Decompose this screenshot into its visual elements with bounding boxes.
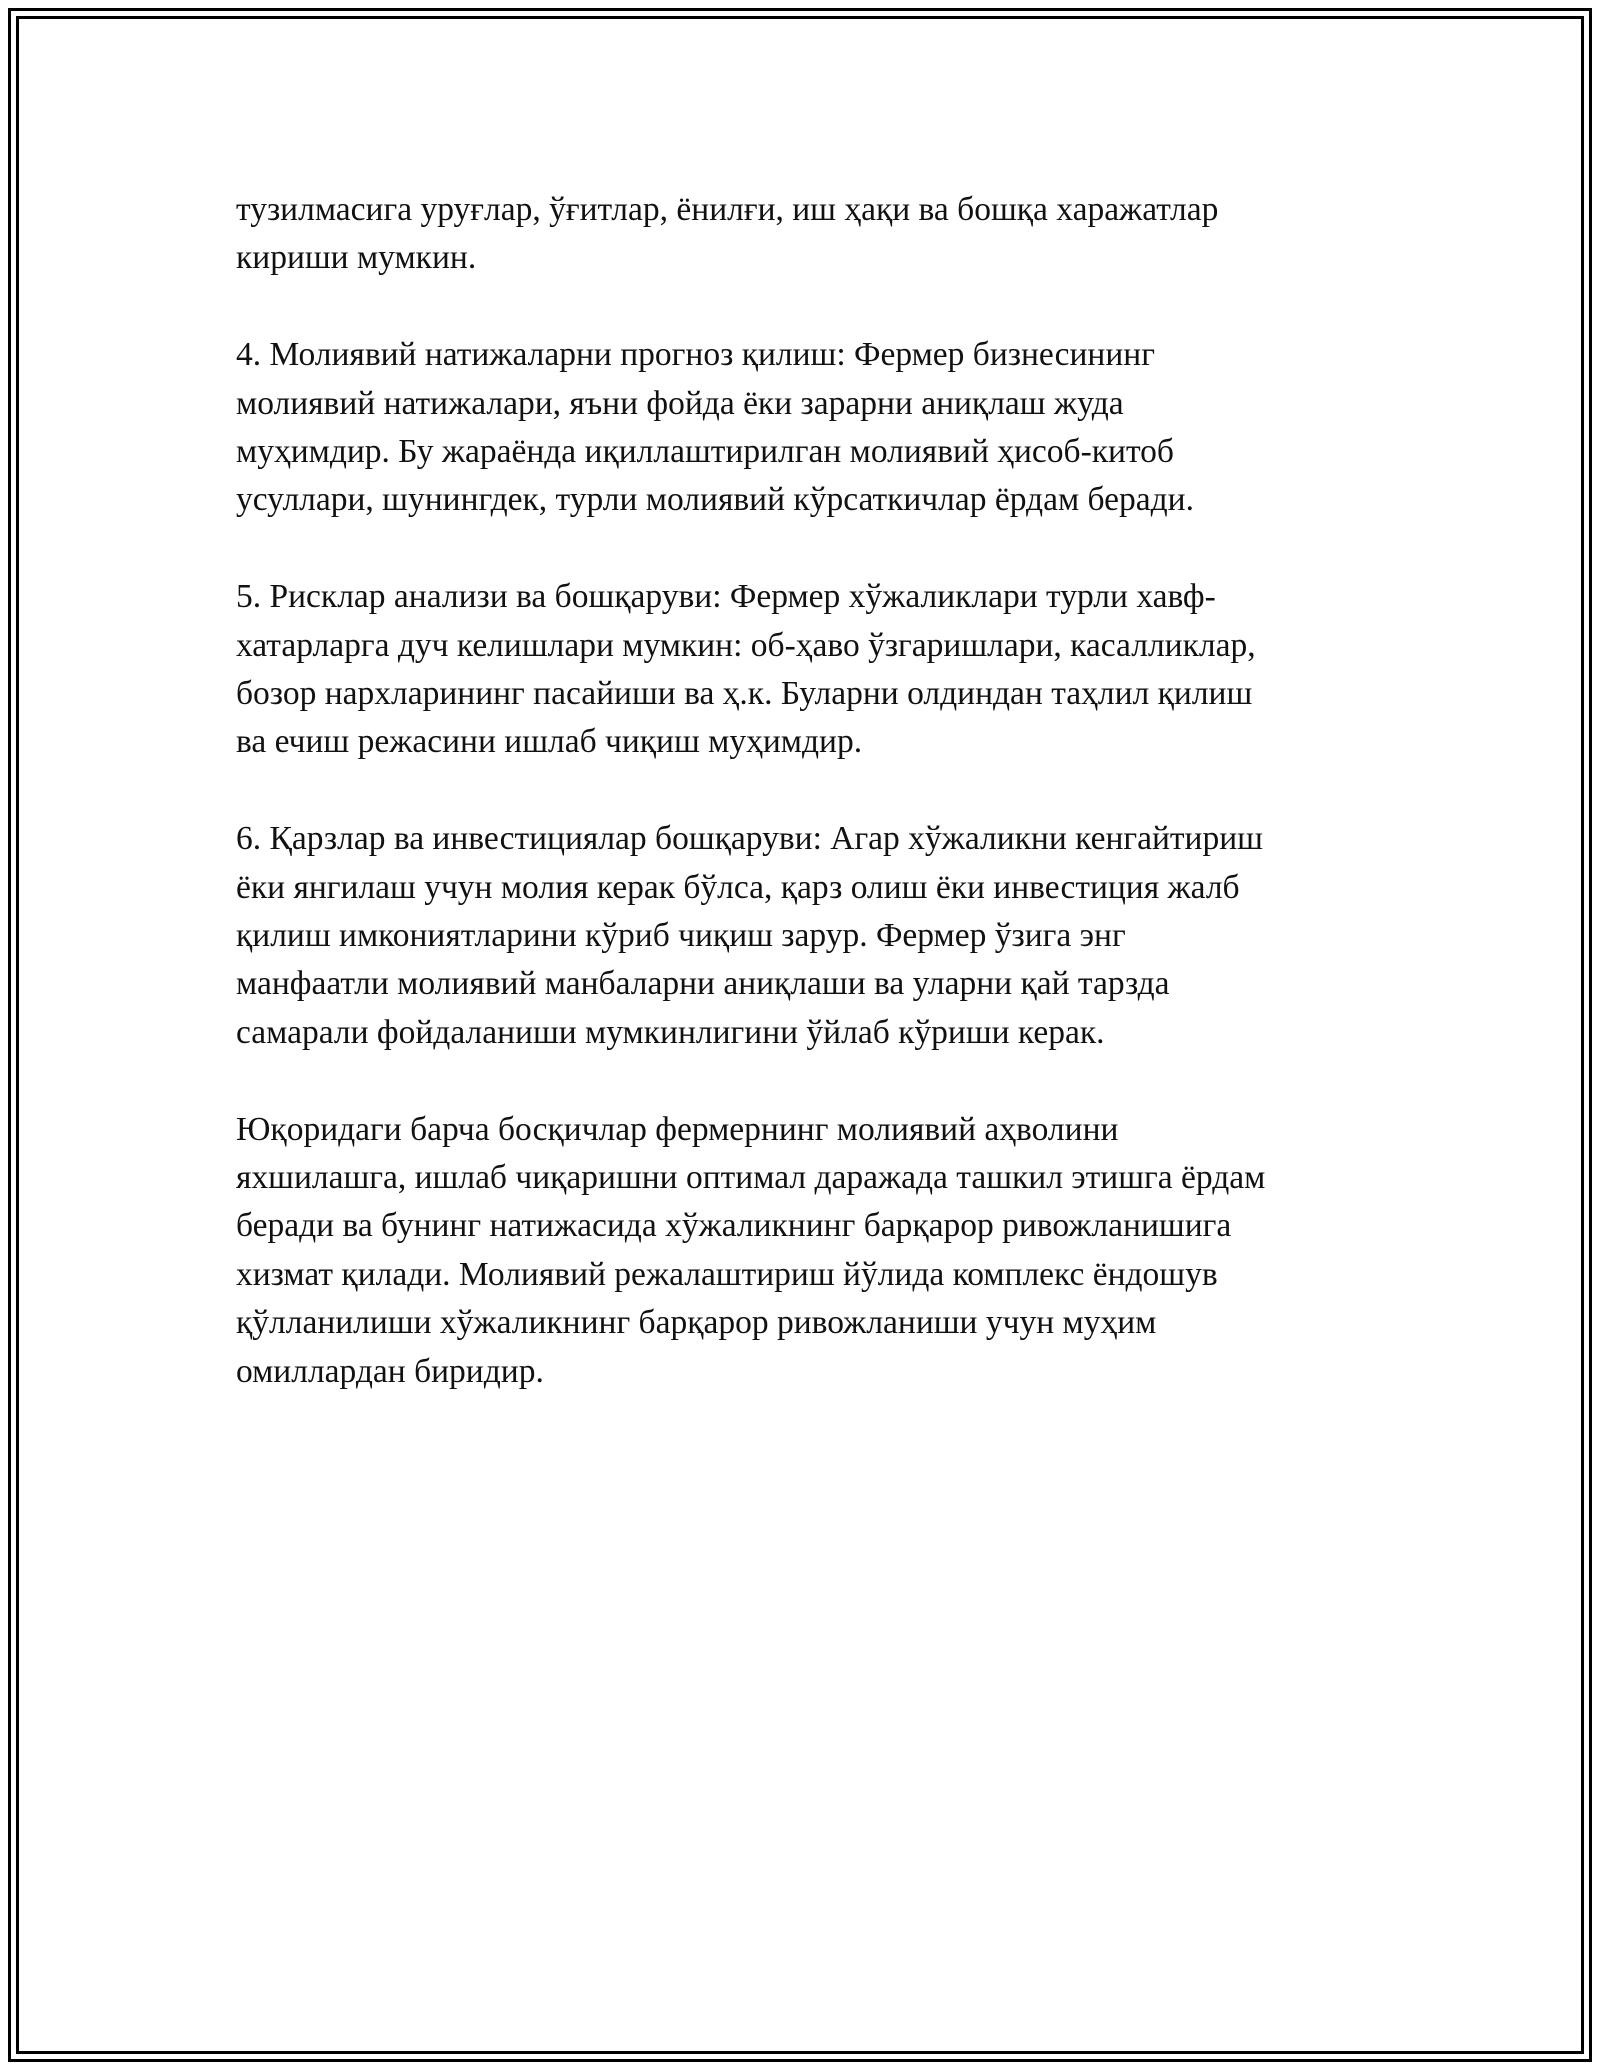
text-line: беради ва бунинг натижасида хўжаликнинг барқарор ривожланишига <box>236 1207 1232 1245</box>
text-line: муҳимдир. Бу жараёнда иқиллаштирилган молиявий ҳисоб-китоб <box>236 433 1174 471</box>
text-line: хатарларга дуч келишлари мумкин: об-ҳаво ўзгаришлари, касалликлар, <box>236 626 1256 664</box>
text-line: бозор нархларининг пасайиши ва ҳ.к. Буларни олдиндан таҳлил қилиш <box>236 675 1253 713</box>
paragraph-conclusion <box>236 1106 1366 1396</box>
text-line: 6. Қарзлар ва инвестициялар бошқаруви: Агар хўжаликни кенгайтириш <box>236 820 1263 858</box>
document-body <box>236 186 1366 1444</box>
text-line: 5. Рисклар анализи ва бошқаруви: Фермер хўжаликлари турли хавф- <box>236 578 1216 616</box>
text-line: омиллардан биридир. <box>236 1352 544 1390</box>
text-line: хизмат қилади. Молиявий режалаштириш йўлида комплекс ёндошув <box>236 1255 1218 1293</box>
paragraph-item-6 <box>236 815 1366 1057</box>
text-line: манфаатли молиявий манбаларни аниқлаши ва уларни қай тарзда <box>236 965 1170 1003</box>
text-line: кириши мумкин. <box>236 239 477 277</box>
text-line: 4. Молиявий натижаларни прогноз қилиш: Фермер бизнесининг <box>236 336 1155 374</box>
paragraph-item-5 <box>236 573 1366 767</box>
text-line: қўлланилиши хўжаликнинг барқарор ривожланиши учун муҳим <box>236 1304 1157 1342</box>
text-line: усуллари, шунингдек, турли молиявий кўрсаткичлар ёрдам беради. <box>236 481 1194 519</box>
text-line: самарали фойдаланиши мумкинлигини ўйлаб кўриши керак. <box>236 1013 1105 1051</box>
text-line: ёки янгилаш учун молия керак бўлса, қарз олиш ёки инвестиция жалб <box>236 868 1240 906</box>
text-line: молиявий натижалари, яъни фойда ёки зарарни аниқлаш жуда <box>236 384 1124 422</box>
paragraph-continuation <box>236 186 1366 283</box>
paragraph-item-4 <box>236 331 1366 525</box>
text-line: ва ечиш режасини ишлаб чиқиш муҳимдир. <box>236 723 863 761</box>
text-line: қилиш имкониятларини кўриб чиқиш зарур. Фермер ўзига энг <box>236 917 1126 955</box>
text-line: тузилмасига уруғлар, ўғитлар, ёнилғи, иш ҳақи ва бошқа харажатлар <box>236 191 1219 228</box>
text-line: яхшилашга, ишлаб чиқаришни оптимал даражада ташкил этишга ёрдам <box>236 1159 1266 1197</box>
text-line: Юқоридаги барча босқичлар фермернинг молиявий аҳволини <box>236 1110 1119 1148</box>
